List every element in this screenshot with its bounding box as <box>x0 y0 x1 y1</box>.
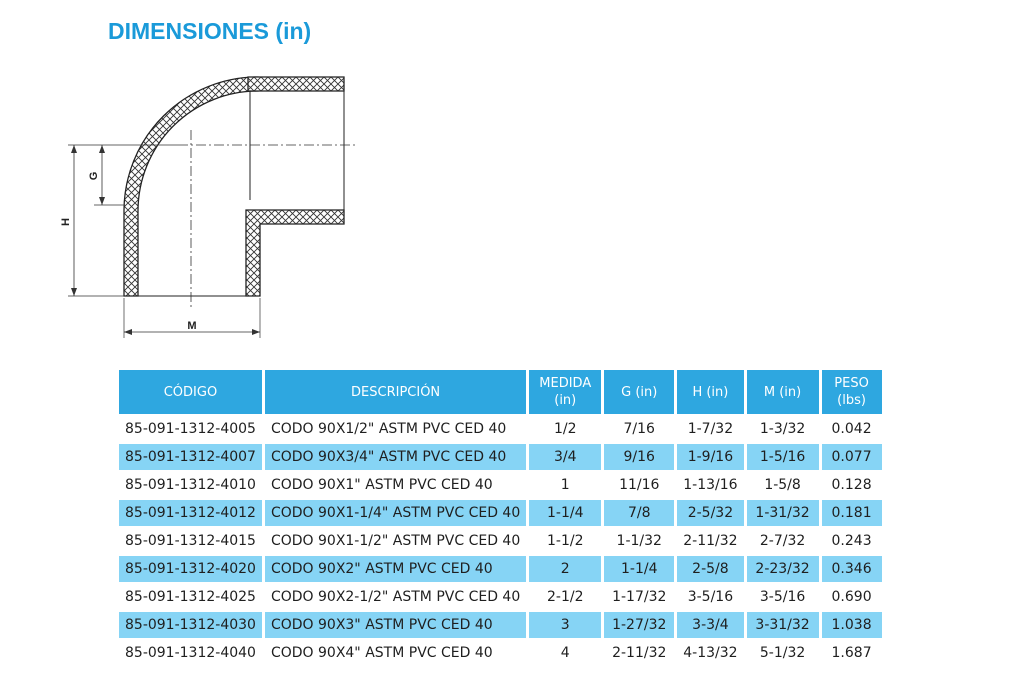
dimension-h-label: H <box>60 218 72 226</box>
cell-descripcion: CODO 90X2-1/2" ASTM PVC CED 40 <box>270 589 521 605</box>
cell-medida: 3 <box>529 612 601 638</box>
cell-peso: 0.128 <box>831 477 872 493</box>
cell-peso: 1.038 <box>822 612 882 638</box>
cell-peso: 0.243 <box>831 533 872 549</box>
cell-g: 11/16 <box>619 477 660 493</box>
header-medida <box>529 370 601 414</box>
cell-codigo: 85-091-1312-4020 <box>119 556 262 582</box>
table-row <box>119 612 882 638</box>
cell-m: 1-3/32 <box>759 421 806 437</box>
table-row <box>119 556 882 582</box>
cell-peso: 0.042 <box>831 421 872 437</box>
header-h: H (in) <box>677 370 743 414</box>
cell-m: 1-31/32 <box>747 500 819 526</box>
table-row <box>119 444 882 470</box>
cell-medida: 1-1/4 <box>529 500 601 526</box>
cell-codigo: 85-091-1312-4007 <box>119 444 262 470</box>
cell-codigo: 85-091-1312-4012 <box>119 500 262 526</box>
cell-m: 1-5/16 <box>747 444 819 470</box>
table-row <box>119 640 882 666</box>
table-row <box>119 528 882 554</box>
header-peso-line1: PESO <box>834 376 869 391</box>
cell-g: 1-17/32 <box>612 589 667 605</box>
cell-descripcion: CODO 90X1" ASTM PVC CED 40 <box>270 477 493 493</box>
header-peso-line2: (lbs) <box>837 393 866 408</box>
cell-g: 9/16 <box>604 444 674 470</box>
cell-peso: 0.346 <box>822 556 882 582</box>
cell-h: 1-13/16 <box>683 477 738 493</box>
cell-descripcion: CODO 90X1/2" ASTM PVC CED 40 <box>270 421 507 437</box>
header-descripcion: DESCRIPCIÓN <box>265 370 526 414</box>
cell-g: 1-1/4 <box>604 556 674 582</box>
cell-h: 2-5/32 <box>677 500 743 526</box>
cell-peso: 0.077 <box>822 444 882 470</box>
cell-peso: 1.687 <box>831 645 872 661</box>
cell-g: 1-1/32 <box>616 533 662 549</box>
elbow-inner-wall <box>246 210 344 296</box>
elbow-socket-top <box>248 77 344 91</box>
cell-codigo: 85-091-1312-4005 <box>125 421 256 437</box>
cell-g: 1-27/32 <box>604 612 674 638</box>
cell-h: 2-11/32 <box>683 533 738 549</box>
cell-codigo: 85-091-1312-4030 <box>119 612 262 638</box>
cell-descripcion: CODO 90X1-1/2" ASTM PVC CED 40 <box>270 533 521 549</box>
cell-codigo: 85-091-1312-4010 <box>125 477 256 493</box>
cell-m: 2-7/32 <box>759 533 806 549</box>
cell-codigo: 85-091-1312-4025 <box>125 589 256 605</box>
header-medida-line2: (in) <box>554 393 577 408</box>
cell-medida: 4 <box>560 645 570 661</box>
cell-descripcion: CODO 90X2" ASTM PVC CED 40 <box>265 556 526 582</box>
table-body <box>119 416 882 666</box>
cell-medida: 2-1/2 <box>547 589 584 605</box>
cell-m: 3-5/16 <box>759 589 806 605</box>
dimensions-table <box>116 368 885 668</box>
cell-codigo: 85-091-1312-4015 <box>125 533 256 549</box>
cell-g: 7/8 <box>604 500 674 526</box>
table-header-row <box>119 370 882 414</box>
dimension-g-label: G <box>88 171 100 181</box>
header-medida-line1: MEDIDA <box>539 376 592 391</box>
header-g: G (in) <box>604 370 674 414</box>
cell-medida: 1 <box>560 477 570 493</box>
cell-h: 3-5/16 <box>687 589 734 605</box>
header-peso <box>822 370 882 414</box>
table-row <box>119 584 882 610</box>
cell-m: 2-23/32 <box>747 556 819 582</box>
cell-medida: 1/2 <box>553 421 577 437</box>
cell-h: 4-13/32 <box>683 645 738 661</box>
cell-medida: 1-1/2 <box>547 533 584 549</box>
elbow-diagram <box>58 70 358 345</box>
header-m: M (in) <box>747 370 819 414</box>
cell-g: 2-11/32 <box>612 645 667 661</box>
table-row <box>119 500 882 526</box>
cell-h: 1-9/16 <box>677 444 743 470</box>
cell-descripcion: CODO 90X4" ASTM PVC CED 40 <box>270 645 493 661</box>
cell-peso: 0.181 <box>822 500 882 526</box>
cell-medida: 3/4 <box>529 444 601 470</box>
cell-h: 3-3/4 <box>677 612 743 638</box>
page-title: DIMENSIONES (in) <box>108 18 312 44</box>
cell-descripcion: CODO 90X3/4" ASTM PVC CED 40 <box>265 444 526 470</box>
cell-h: 1-7/32 <box>687 421 734 437</box>
cell-g: 7/16 <box>623 421 655 437</box>
cell-m: 5-1/32 <box>759 645 806 661</box>
table-row <box>119 416 882 442</box>
cell-descripcion: CODO 90X3" ASTM PVC CED 40 <box>265 612 526 638</box>
cell-descripcion: CODO 90X1-1/4" ASTM PVC CED 40 <box>265 500 526 526</box>
cell-medida: 2 <box>529 556 601 582</box>
cell-m: 3-31/32 <box>747 612 819 638</box>
table-row <box>119 472 882 498</box>
cell-codigo: 85-091-1312-4040 <box>125 645 256 661</box>
cell-h: 2-5/8 <box>677 556 743 582</box>
dimension-m-label: M <box>187 320 197 332</box>
cell-peso: 0.690 <box>831 589 872 605</box>
cell-m: 1-5/8 <box>764 477 801 493</box>
header-codigo: CÓDIGO <box>119 370 262 414</box>
